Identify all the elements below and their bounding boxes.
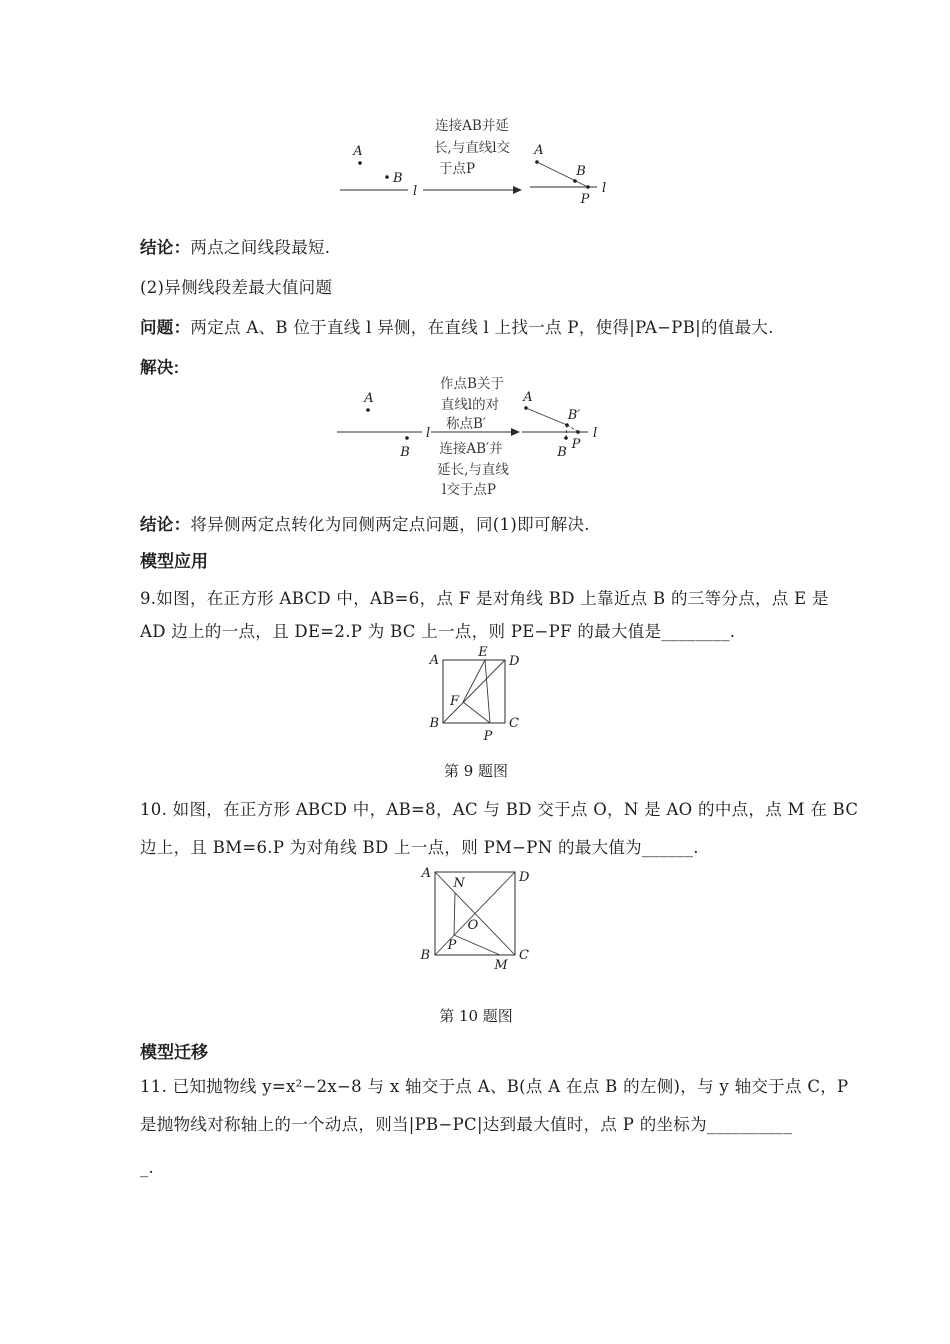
vertex-a-label: A [429,653,439,668]
solve-heading [140,356,179,380]
question-10-line-1: 10. 如图，在正方形 ABCD 中，AB=8，AC 与 BD 交于点 O，N 是 AO 的中点，点 M 在 BC [140,800,859,819]
vertex-b-label: B [429,716,439,731]
segment-n-p [454,893,455,935]
problem-label: 问题： [140,319,191,337]
construction-text-line2: 长,与直线l交 [433,140,511,156]
point-b-dot [564,436,568,440]
point-a-dot [366,408,370,412]
figure-initial-model [325,105,625,210]
point-bprime-dot [565,423,569,427]
case-2-title-text: (2)异侧线段差最大值问题 [140,278,333,297]
section-header-application: 模型应用 [140,552,208,571]
point-bprime-label: B′ [567,408,581,423]
point-f-label: F [449,694,459,709]
point-b-label: B [400,445,410,460]
vertex-a-label: A [421,866,431,881]
construction-top-line2: 直线l的对 [440,397,500,413]
point-b-dot [573,179,577,183]
point-a-label: A [534,143,544,158]
point-b-label: B [576,164,586,179]
transform-arrow-head [513,186,522,194]
vertex-d-label: D [519,870,530,885]
figure-9-caption: 第 9 题图 [443,762,509,780]
construction-top-line1: 作点B关于 [440,376,504,392]
point-a-dot [358,161,362,165]
point-m-label: M [494,958,508,973]
question-9-line-1: 9.如图，在正方形 ABCD 中，AB=6，点 F 是对角线 BD 上靠近点 B 的三等分点，点 E 是 [140,589,829,608]
question-9-line-2: AD 边上的一点，且 DE=2.P 为 BC 上一点，则 PE−PF 的最大值是________. [140,622,736,641]
conclusion-1-text: 两点之间线段最短. [190,238,331,257]
line-l-label: l [426,426,431,441]
point-e-label: E [478,645,488,660]
figure-solution-model [325,372,625,500]
point-p-label: P [483,729,493,744]
point-a-label: A [353,144,363,159]
solve-label: 解决: [140,359,180,377]
point-p-label: P [580,192,590,207]
construction-bottom-line1: 连接AB′并 [439,441,503,457]
figure-question-10 [418,865,548,977]
segment-a-bprime [526,408,567,425]
point-o-label: O [467,918,479,933]
vertex-d-label: D [509,654,520,669]
question-11-line-2: 是抛物线对称轴上的一个动点，则当|PB−PC|达到最大值时，点 P 的坐标为__________ [140,1115,793,1134]
conclusion-2-label: 结论： [140,516,191,534]
point-p-dot [586,185,590,189]
figure-question-9 [418,643,548,748]
conclusion-1-label: 结论： [140,239,191,257]
diagonal-bd [443,660,505,723]
segment-e-p [485,660,490,723]
conclusion-2 [140,513,590,537]
segment-f-p [463,702,490,723]
conclusion-2-text: 将异侧两定点转化为同侧两定点问题，同(1)即可解决. [190,515,590,534]
vertex-c-label: C [509,716,519,731]
point-p-label: P [571,437,581,452]
line-l-label: l [413,184,418,199]
construction-bottom-line3: l交于点P [442,482,496,498]
question-11-line-1: 11. 已知抛物线 y=x²−2x−8 与 x 轴交于点 A、B(点 A 在点 B 的左侧)，与 y 轴交于点 C，P [140,1077,849,1096]
figure-10-caption: 第 10 题图 [439,1007,513,1025]
construction-text-line1: 连接AB并延 [435,118,509,134]
vertex-b-label: B [420,948,430,963]
point-a-label: A [364,391,374,406]
construction-text-line3: 于点P [438,161,476,177]
problem-text: 两定点 A、B 位于直线 l 异侧，在直线 l 上找一点 P，使得|PA−PB|的值最大. [190,318,774,337]
transform-arrow-head [511,428,520,436]
construction-bottom-line2: 延长,与直线 [437,462,509,478]
vertex-c-label: C [519,948,529,963]
point-p-label: P [447,938,457,953]
problem-statement [140,316,774,340]
point-b-dot [385,175,389,179]
point-a-label: A [523,390,533,405]
section-header-transfer: 模型迁移 [140,1043,208,1062]
question-11-line-3: _. [140,1158,155,1177]
segment-p-m [454,935,500,955]
point-n-label: N [453,876,465,891]
point-b-label: B [557,445,567,460]
segment-e-f [463,660,485,702]
conclusion-1 [140,236,330,260]
line-l-label: l [602,181,607,196]
line-l-label: l [593,426,598,441]
point-b-dot [405,436,409,440]
case-2-title [140,276,332,299]
point-p-dot [576,430,580,434]
construction-top-line3: 称点B′ [446,416,486,432]
question-10-line-2: 边上，且 BM=6.P 为对角线 BD 上一点，则 PM−PN 的最大值为______. [140,838,699,857]
point-b-label: B [393,171,403,186]
